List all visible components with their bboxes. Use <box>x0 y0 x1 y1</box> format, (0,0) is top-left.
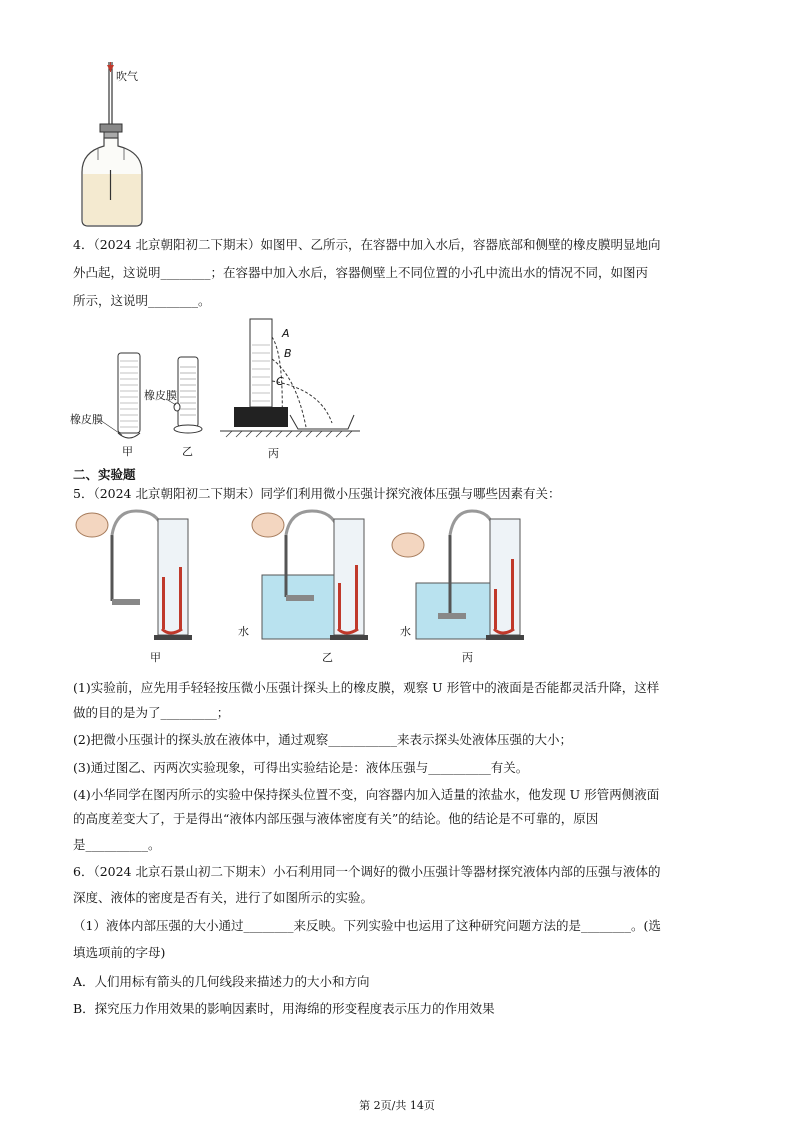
q6-line-3: （1）液体内部压强的大小通过________来反映。下列实验中也运用了这种研究问题方法的是________。(选 <box>73 918 661 933</box>
caption-yi: 乙 <box>182 445 193 458</box>
page-footer: 第 2页/共 14页 <box>359 1099 435 1112</box>
q6-line-1: 6．（2024 北京石景山初二下期末）小石利用同一个调好的微小压强计等器材探究液体内部的压强与液体的 <box>73 864 661 879</box>
figure-bottle <box>78 60 168 230</box>
q4-line-3: 所示，这说明________。 <box>73 293 211 308</box>
q6-option-b: B．探究压力作用效果的影响因素时，用海绵的形变程度表示压力的作用效果 <box>73 1001 495 1016</box>
q5-part1-line1: (1)实验前，应先用手轻轻按压微小压强计探头上的橡皮膜，观察 U 形管中的液面是否能都灵活升降，这样 <box>73 680 660 695</box>
q5-part4-line1: (4)小华同学在图丙所示的实验中保持探头位置不变，向容器内加入适量的浓盐水，他发现 U 形管两侧液面 <box>73 787 660 802</box>
hole-b-label: B <box>284 347 292 360</box>
q5-part4-line2: 的高度差变大了，于是得出“液体内部压强与液体密度有关”的结论。他的结论是不可靠的，原因 <box>73 811 599 826</box>
hole-a-label: A <box>282 327 290 340</box>
caption-q5-jia: 甲 <box>150 651 161 664</box>
q4-line-2: 外凸起，这说明________；在容器中加入水后，容器侧壁上不同位置的小孔中流出水的情况不同，如图丙 <box>73 265 649 280</box>
caption-jia: 甲 <box>122 445 133 458</box>
caption-q5-bing: 丙 <box>462 651 473 664</box>
membrane-label-left: 橡皮膜 <box>70 413 103 426</box>
water-label-bing: 水 <box>400 625 411 638</box>
q4-illustration <box>70 315 370 460</box>
q6-line-2: 深度、液体的密度是否有关，进行了如图所示的实验。 <box>73 890 374 905</box>
section-title: 二、实验题 <box>73 467 136 482</box>
figure-q4-containers <box>70 315 370 460</box>
q5-part4-line3: 是__________。 <box>73 837 161 852</box>
q5-illustration <box>70 505 530 673</box>
q5-intro: 5．（2024 北京朝阳初二下期末）同学们利用微小压强计探究液体压强与哪些因素有关： <box>73 486 561 501</box>
q6-option-a: A．人们用标有箭头的几何线段来描述力的大小和方向 <box>73 974 370 989</box>
water-label-yi: 水 <box>238 625 249 638</box>
figure-q5-gauges <box>70 505 530 673</box>
blow-label: 吹气 <box>116 70 138 83</box>
caption-bing: 丙 <box>268 447 279 460</box>
q6-line-4: 填选项前的字母) <box>73 945 166 960</box>
q5-part3: (3)通过图乙、丙两次实验现象，可得出实验结论是：液体压强与__________有关。 <box>73 760 529 775</box>
bottle-illustration <box>78 60 168 230</box>
q4-line-1: 4．（2024 北京朝阳初二下期末）如图甲、乙所示，在容器中加入水后，容器底部和侧壁的橡皮膜明显地向 <box>73 237 661 252</box>
q5-part2: (2)把微小压强计的探头放在液体中，通过观察___________来表示探头处液体压强的大小； <box>73 732 572 747</box>
membrane-label-right: 橡皮膜 <box>144 389 177 402</box>
hole-c-label: C <box>276 375 284 388</box>
q5-part1-line2: 做的目的是为了_________； <box>73 705 230 720</box>
caption-q5-yi: 乙 <box>322 651 333 664</box>
